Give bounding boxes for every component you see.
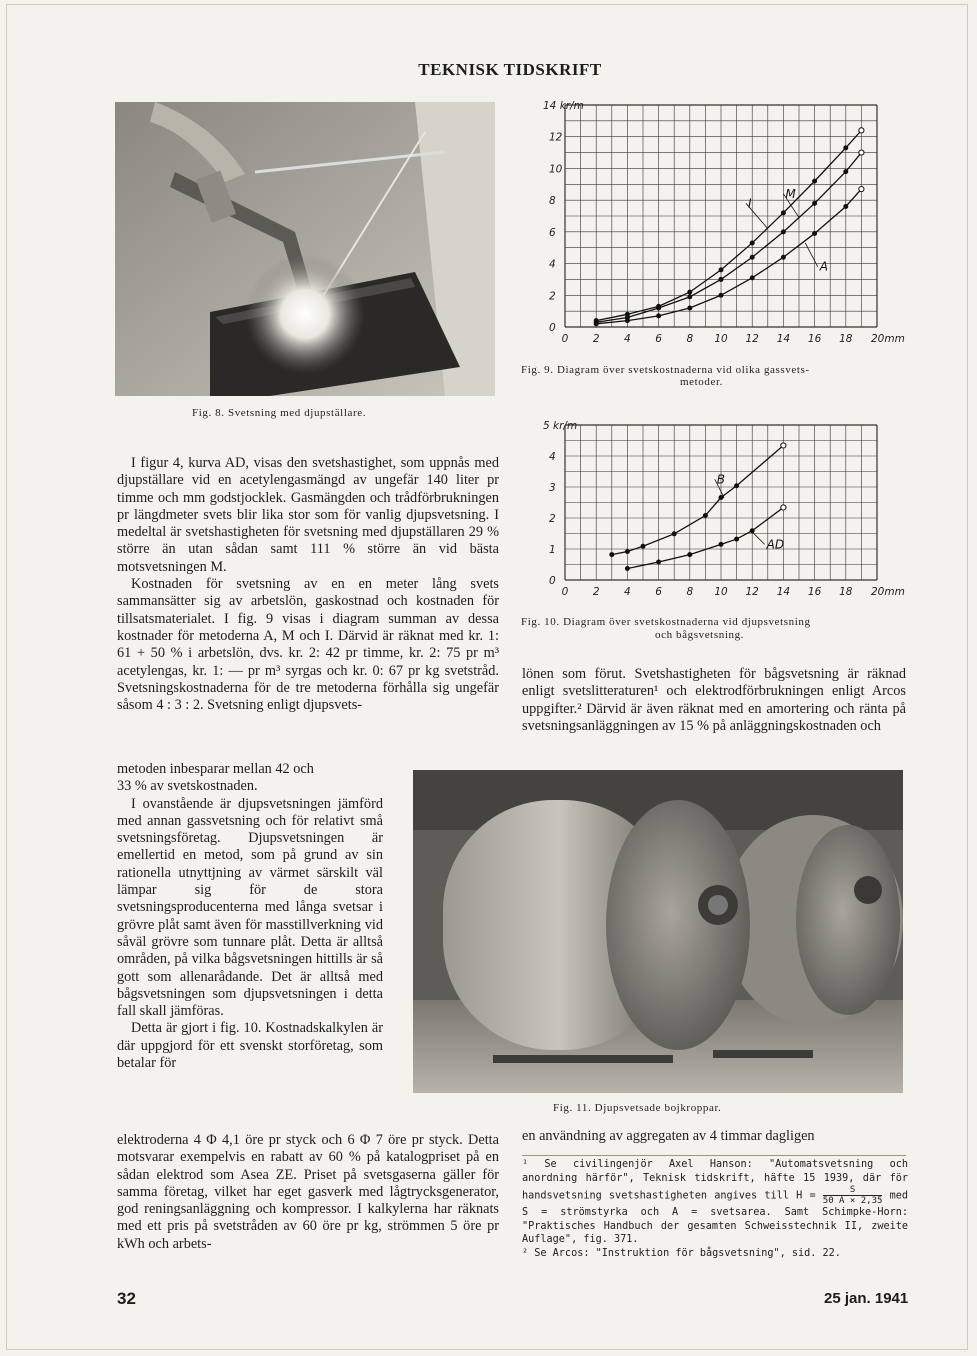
x-tick-label: 4 [624, 586, 631, 598]
data-point-A [719, 293, 723, 297]
data-point-M [813, 201, 817, 205]
paragraph-2: Kostnaden för svetsning av en en meter lång svets sammansätter sig av arbetslön, gaskostnad och kostnaden för tillsatsmaterialet. I fig. 9 visas i diagram summan av dessa kostnader för metoderna A, M och I. Därvid är räknat med kr. 1: 61 + 50 % i arbetslön, dvs. kr. 2: 42 pr timme, kr. 2: 75 pr m³ acetylengas, kr. 1: — pr m³ syrgas och kr. 0: 67 pr kg svetstråd. Svetsningskostnaderna för de tre metoderna förhålla sig ungefär såsom 4 : 3 : 2. Svetsning enligt djupsvets- [117, 576, 499, 714]
data-point-I [844, 146, 848, 150]
series-line-A [596, 186, 861, 324]
data-point-I [750, 241, 754, 245]
x-tick-label: 10 [714, 333, 728, 345]
data-point-AD [735, 537, 739, 541]
x-tick-label: 4 [624, 333, 631, 345]
x-tick-label: 6 [655, 586, 662, 598]
right-paragraph-2: en användning av aggregaten av 4 timmar dagligen [522, 1128, 815, 1144]
fig8-photo-welding-torch [115, 102, 495, 396]
data-point-I [781, 211, 785, 215]
data-point-B [703, 514, 707, 518]
y-tick-label: 6 [549, 226, 556, 239]
x-tick-label: 14 [776, 586, 791, 598]
x-tick-label: 2 [592, 586, 600, 598]
footnote-1 [522, 1158, 908, 1247]
footnote-rule [522, 1155, 906, 1156]
series-label-I: I [747, 196, 752, 211]
fig9-cost-chart [515, 95, 910, 357]
series-line-I [596, 130, 861, 320]
x-tick-label: 6 [655, 333, 662, 345]
data-point-A [813, 231, 817, 235]
issue-date: 25 jan. 1941 [824, 1290, 909, 1307]
formula-denominator: 50 A × 2,35 [822, 1196, 883, 1207]
data-point-A [657, 314, 661, 318]
fig10-caption-line1: Fig. 10. Diagram över svetskostnaderna vid djupsvetsning [521, 616, 811, 628]
data-point-AD [657, 560, 661, 564]
y-tick-label: 3 [549, 482, 556, 494]
series-label-leader-AD [752, 532, 764, 544]
data-point-M [844, 170, 848, 174]
data-point-A [688, 306, 692, 310]
data-point-B [641, 544, 645, 548]
data-point-B [610, 553, 614, 557]
data-point-I [813, 179, 817, 183]
y-tick-label: 2 [549, 513, 556, 525]
paragraph-4: Detta är gjort i fig. 10. Kostnadskalkylen är där uppgjord för ett svenskt storföretag, som betalar för [117, 1020, 383, 1072]
x-tick-label: 16 [807, 333, 822, 345]
y-tick-label: 12 [549, 131, 563, 144]
footnote-1-formula-lhs: H = [796, 1190, 816, 1202]
series-label-leader-A [805, 243, 817, 267]
page-number: 32 [117, 1289, 136, 1308]
y-tick-label: 2 [549, 290, 556, 303]
data-point-A [594, 322, 598, 326]
footnote-1-text-continued: med S = strömstyrka och A = svetsarea. Samt Schimpke-Horn: "Praktisches Handbuch der gesamten Schweisstechnik II, zweite Auflage", fig. 371. [522, 1190, 909, 1246]
x-tick-label: 0 [561, 333, 569, 345]
y-tick-label: 1 [549, 544, 556, 556]
data-point-M [859, 150, 864, 155]
journal-header: TEKNISK TIDSKRIFT [418, 60, 602, 79]
y-tick-label: 10 [549, 163, 563, 176]
data-point-AD [688, 553, 692, 557]
x-tick-label: 20mm [871, 333, 905, 345]
paragraph-4-continued: elektroderna 4 Φ 4,1 öre pr styck och 6 Φ 7 öre pr styck. Detta motsvarar exempelvis en rabatt av 60 % på katalogpriset på en sådan elektrod som Asea ZE. Priset på svetsgaserna gäller för samma företag, vilket har eget gasverk med lågtrycksgenerator, god reningsanläggning och kompressor. I kalkylerna har räknats med ett pris på svetstråden av 60 öre pr kg, strömmen 5 öre pr kWh och arbets- [117, 1132, 499, 1252]
data-point-AD [781, 505, 786, 510]
series-label-AD: AD [766, 537, 785, 552]
data-point-B [735, 484, 739, 488]
data-point-A [859, 186, 864, 191]
data-point-AD [625, 567, 629, 571]
x-tick-label: 8 [686, 333, 694, 345]
data-point-B [672, 532, 676, 536]
x-tick-label: 12 [745, 333, 759, 345]
x-tick-label: 18 [839, 333, 853, 345]
footnote-1-text: ¹ Se civilingenjör Axel Hanson: "Automatsvetsning och anordning härför", Teknisk tidskrift, häfte 15 1939, där för handsvetsning svetshastigheten angives till [522, 1159, 908, 1202]
fig11-photo-welded-tanks [413, 770, 903, 1093]
right-column-text [522, 666, 906, 735]
fig9-caption-line1: Fig. 9. Diagram över svetskostnaderna vid olika gassvets- [521, 364, 810, 376]
paragraph-1: I figur 4, kurva AD, visas den svetshastighet, som uppnås med djupställare vid en acetylengasmängd av ungefär 140 liter pr timme och mm godstjocklek. Gasmängden och trådförbrukningen pr längdmeter svets blir lika stor som för vanlig djupsvetsning. I medeltal är svetshastigheten för svetsning med djupställaren 29 % större än utan sådan samt 111 % större än vid bästa motsvetsningen M. [117, 455, 499, 575]
x-tick-label: 2 [592, 333, 600, 345]
data-point-A [625, 319, 629, 323]
y-tick-label: 4 [549, 258, 556, 271]
y-tick-label: 14 kr/m [543, 100, 584, 112]
series-line-M [596, 153, 861, 323]
series-label-M: M [785, 186, 796, 201]
data-point-AD [719, 542, 723, 546]
data-point-M [688, 295, 692, 299]
data-point-A [781, 255, 785, 259]
series-label-B: B [716, 472, 725, 487]
x-tick-label: 0 [561, 586, 569, 598]
data-point-I [688, 290, 692, 294]
y-tick-label: 8 [549, 195, 556, 208]
data-point-I [859, 128, 864, 133]
formula-numerator: S [823, 1185, 883, 1196]
series-label-A: A [819, 259, 828, 274]
x-tick-label: 18 [839, 586, 853, 598]
fig10-cost-chart [515, 415, 910, 605]
footnotes [522, 1158, 908, 1261]
x-tick-label: 12 [745, 586, 759, 598]
data-point-M [719, 277, 723, 281]
right-column-bottom-text [522, 1128, 906, 1145]
data-point-A [844, 204, 848, 208]
fig11-caption: Fig. 11. Djupsvetsade bojkroppar. [553, 1102, 722, 1114]
x-tick-label: 8 [686, 586, 694, 598]
y-tick-label: 0 [549, 575, 556, 587]
data-point-B [781, 443, 786, 448]
footnote-1-formula [823, 1185, 883, 1206]
data-point-A [750, 276, 754, 280]
footnote-2: ² Se Arcos: "Instruktion för bågsvetsning", sid. 22. [522, 1247, 841, 1259]
x-tick-label: 16 [807, 586, 822, 598]
data-point-M [657, 306, 661, 310]
data-point-I [719, 268, 723, 272]
paragraph-2-tail-2: 33 % av svetskostnaden. [117, 778, 258, 795]
fig8-caption: Fig. 8. Svetsning med djupställare. [192, 407, 367, 419]
y-tick-label: 5 kr/m [543, 420, 578, 432]
left-column-wide-text [117, 1132, 499, 1253]
x-tick-label: 14 [776, 333, 791, 345]
left-column-text [117, 455, 499, 714]
x-tick-label: 20mm [871, 586, 905, 598]
y-tick-label: 4 [549, 451, 556, 463]
right-paragraph-1: lönen som förut. Svetshastigheten för bågsvetsning är räknad enligt svetslitteraturen¹ och elektrodförbrukningen enligt Arcos uppgifter.² Därvid är även räknat med en amortering och ränta på svetsningsanläggningen av 15 % på anläggningskostnaden och [522, 666, 906, 734]
fig9-caption-line2: metoder. [680, 376, 723, 388]
series-line-B [612, 445, 784, 554]
x-tick-label: 10 [714, 586, 728, 598]
data-point-B [625, 549, 629, 553]
paragraph-2-tail-1: metoden inbesparar mellan 42 och [117, 761, 314, 777]
data-point-M [781, 230, 785, 234]
fig10-caption-line2: och bågsvetsning. [655, 629, 745, 641]
data-point-M [750, 255, 754, 259]
left-column-narrow-text [117, 761, 383, 1072]
data-point-B [719, 496, 723, 500]
y-tick-label: 0 [549, 322, 556, 334]
paragraph-3: I ovanstående är djupsvetsningen jämförd med annan gassvetsning och för relativt små svetsningsföretag. Djupsvetsningen är emellertid en metod, som på grund av sin rationella utnyttjning av värmet särskilt väl lämpar sig för de stora svetsningsproducenterna med långa svetsar i grövre plåt samt även för masstillverkning vid såväl grövre som tunnare plåt. Detta är alltså områden, på vilka bågsvetsningen hittills är så gott som allenarådande. Det är alltså med bågsvetsningen som djupsvetsningen i detta fall skall jämföras. [117, 795, 383, 1020]
